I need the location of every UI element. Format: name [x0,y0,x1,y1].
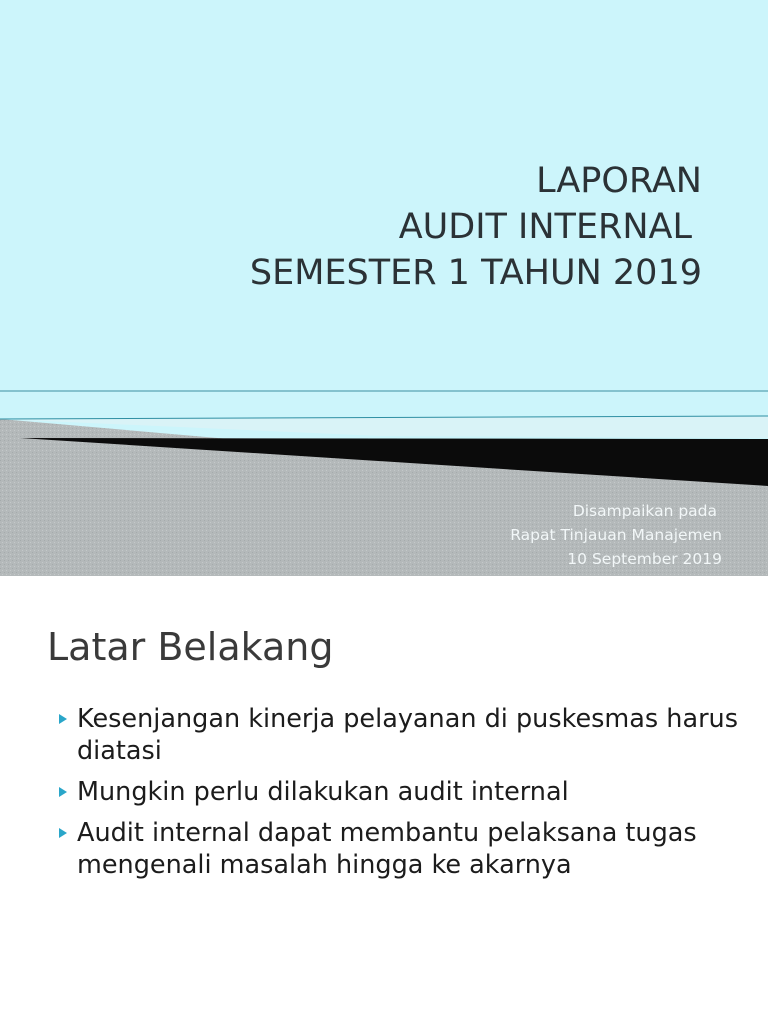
bullet-text: Audit internal dapat membantu pelaksana tugas mengenali masalah hingga ke akarnya [77,818,697,880]
title-line: SEMESTER 1 TAHUN 2019 [249,253,702,293]
triangle-right-icon [59,828,67,838]
slide-heading: Latar Belakang [47,625,334,669]
slide-title [250,158,702,296]
triangle-right-icon [59,714,67,724]
triangle-right-icon [59,787,67,797]
title-line: AUDIT INTERNAL [398,207,692,247]
subtitle-line: Rapat Tinjauan Manajemen [510,526,722,544]
bullet-item [0,703,768,767]
subtitle-line: Disampaikan pada [572,502,717,520]
bullet-item [0,776,768,808]
title-line: LAPORAN [536,161,702,201]
content-slide [0,576,768,1024]
subtitle-line: 10 September 2019 [567,550,722,568]
bullet-text: Mungkin perlu dilakukan audit internal [77,777,569,807]
slide-subtitle [510,499,722,571]
bullet-item [0,817,768,881]
bullet-list [0,703,768,890]
bullet-text: Kesenjangan kinerja pelayanan di puskesmas harus diatasi [77,704,739,766]
